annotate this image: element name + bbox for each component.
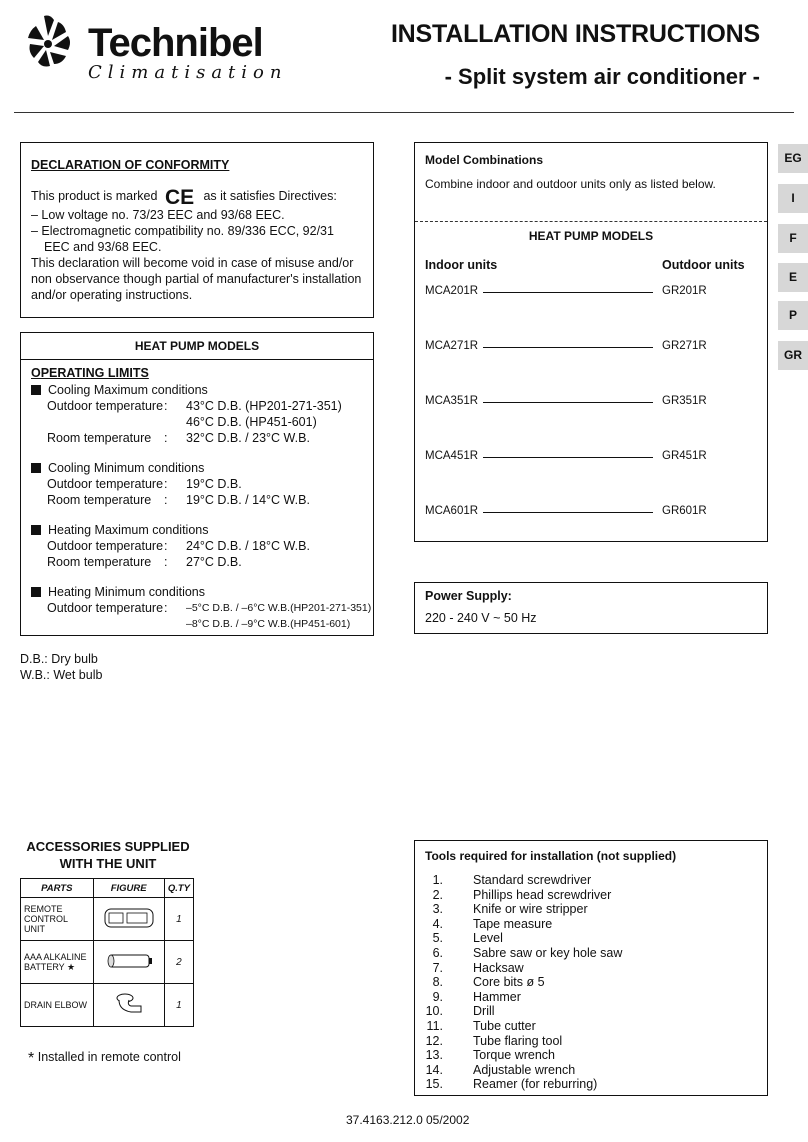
indoor-model: MCA601R — [425, 505, 479, 517]
drain-elbow-icon — [93, 984, 164, 1027]
item-number: 4. — [432, 916, 443, 931]
condition-group — [31, 584, 373, 632]
outdoor-model: GR351R — [662, 395, 707, 407]
brand-subline: Climatisation — [88, 62, 288, 83]
condition-label: Room temperature — [47, 555, 152, 569]
item-number: 5. — [432, 931, 443, 946]
remote-control-icon — [93, 898, 164, 941]
condition-group — [31, 522, 373, 570]
outdoor-units-label: Outdoor units — [662, 258, 745, 272]
battery-icon — [93, 941, 164, 984]
condition-group — [31, 460, 373, 508]
lang-tab-p[interactable]: P — [778, 301, 808, 330]
condition-label — [31, 616, 164, 632]
indoor-model: MCA351R — [425, 395, 479, 407]
models-description: Combine indoor and outdoor units only as listed below. — [425, 177, 716, 191]
dashed-divider — [415, 221, 767, 222]
bulb-legend — [20, 651, 102, 683]
list-item — [415, 931, 767, 946]
item-text: Sabre saw or key hole saw — [473, 945, 623, 960]
part-qty: 1 — [164, 984, 193, 1027]
condition-sep: : — [164, 555, 168, 569]
condition-value: 32°C D.B. / 23°C W.B. — [186, 431, 310, 445]
condition-value: –8°C D.B. / –9°C W.B.(HP451-601) — [186, 618, 351, 630]
item-text: Core bits ø 5 — [473, 975, 545, 990]
condition-value: 27°C D.B. — [186, 555, 242, 569]
connector-line — [483, 292, 653, 293]
list-item — [415, 888, 767, 903]
connector-line — [483, 457, 653, 458]
outdoor-model: GR201R — [662, 285, 707, 297]
condition-title: Heating Minimum conditions — [48, 585, 206, 599]
model-combinations-box — [414, 142, 768, 542]
item-text: Tube flaring tool — [473, 1033, 563, 1048]
item-text: Level — [473, 931, 503, 946]
condition-value: 46°C D.B. (HP451-601) — [186, 415, 317, 429]
item-text: Adjustable wrench — [473, 1062, 576, 1077]
limits-caption: HEAT PUMP MODELS — [21, 333, 373, 360]
item-text: Tube cutter — [473, 1018, 536, 1033]
indoor-model: MCA201R — [425, 285, 479, 297]
model-pair-row — [425, 340, 755, 354]
condition-value: 24°C D.B. / 18°C W.B. — [186, 539, 310, 553]
technibel-logo — [14, 14, 314, 84]
lang-tab-eg[interactable]: EG — [778, 144, 808, 173]
item-text: Drill — [473, 1004, 495, 1019]
item-number: 10. — [425, 1004, 443, 1019]
item-text: Hacksaw — [473, 960, 524, 975]
part-name: DRAIN ELBOW — [21, 984, 94, 1027]
condition-label: Outdoor temperature — [47, 601, 164, 615]
item-number: 15. — [425, 1077, 443, 1092]
condition-label — [31, 414, 164, 430]
outdoor-model: GR451R — [662, 450, 707, 462]
condition-label: Room temperature — [47, 431, 152, 445]
item-number: 2. — [432, 887, 443, 902]
page-subtitle: - Split system air conditioner - — [444, 64, 760, 89]
condition-value: 19°C D.B. — [186, 477, 242, 491]
table-row — [21, 941, 194, 984]
item-text: Standard screwdriver — [473, 873, 592, 887]
item-text: Reamer (for reburring) — [473, 1077, 598, 1092]
directive-item: – Low voltage no. 73/23 EEC and 93/68 EEC. — [31, 208, 285, 222]
item-text: Hammer — [473, 989, 521, 1004]
models-heading: Model Combinations — [425, 153, 543, 167]
marked-post: as it satisfies Directives: — [203, 189, 337, 203]
table-row — [21, 898, 194, 941]
connector-line — [483, 347, 653, 348]
condition-sep — [164, 616, 186, 632]
outdoor-model: GR601R — [662, 505, 707, 517]
item-text: Knife or wire stripper — [473, 902, 588, 917]
page-title: INSTALLATION INSTRUCTIONS — [390, 20, 760, 48]
item-number: 9. — [432, 989, 443, 1004]
connector-line — [483, 512, 653, 513]
declaration-box — [20, 142, 374, 318]
condition-sep — [164, 414, 186, 430]
item-number: 6. — [432, 945, 443, 960]
header-rule — [14, 112, 794, 113]
note-text: Installed in remote control — [37, 1050, 181, 1064]
part-name: AAA ALKALINE BATTERY ★ — [21, 941, 94, 984]
outdoor-model: GR271R — [662, 340, 707, 352]
list-item — [415, 1048, 767, 1063]
col-qty: Q.TY — [164, 879, 193, 898]
list-item — [415, 990, 767, 1005]
part-name: REMOTE CONTROL UNIT — [21, 898, 94, 941]
item-text: Tape measure — [473, 916, 553, 931]
tools-list — [415, 873, 767, 1092]
condition-sep: : — [164, 399, 168, 413]
document-code: 37.4163.212.0 — [346, 1113, 423, 1127]
condition-label: Outdoor temperature — [47, 477, 164, 491]
indoor-model: MCA271R — [425, 340, 479, 352]
list-item — [415, 975, 767, 990]
directive-item: – Electromagnetic compatibility no. 89/336 ECC, 92/31 EEC and 93/68 EEC. — [31, 224, 334, 254]
declaration-heading: DECLARATION OF CONFORMITY — [31, 158, 230, 172]
power-supply-box — [414, 582, 768, 634]
list-item — [415, 873, 767, 888]
condition-sep: : — [164, 431, 168, 445]
col-figure: FIGURE — [93, 879, 164, 898]
asterisk-mark: * — [28, 1050, 35, 1067]
list-item — [415, 1004, 767, 1019]
indoor-units-label: Indoor units — [425, 258, 498, 272]
condition-sep: : — [164, 493, 168, 507]
models-caption: HEAT PUMP MODELS — [528, 229, 654, 243]
square-bullet-icon — [31, 463, 41, 473]
condition-sep: : — [164, 539, 168, 553]
list-item — [415, 946, 767, 961]
model-pair-row — [425, 450, 755, 464]
accessories-note — [28, 1050, 181, 1068]
item-number: 8. — [432, 975, 443, 990]
item-number: 13. — [425, 1048, 443, 1063]
lang-tab-i[interactable]: I — [778, 184, 808, 213]
list-item — [415, 961, 767, 976]
square-bullet-icon — [31, 385, 41, 395]
model-pair-row — [425, 395, 755, 409]
lang-tab-f[interactable]: F — [778, 224, 808, 253]
lang-tab-gr[interactable]: GR — [778, 341, 808, 370]
item-number: 12. — [425, 1033, 443, 1048]
model-pair-row — [425, 505, 755, 519]
condition-group — [31, 382, 373, 446]
item-text: Torque wrench — [473, 1048, 555, 1063]
legend-wet-bulb: W.B.: Wet bulb — [20, 668, 103, 682]
connector-line — [483, 402, 653, 403]
list-item — [415, 1077, 767, 1092]
col-parts: PARTS — [21, 879, 94, 898]
condition-label: Outdoor temperature — [47, 539, 164, 553]
limits-heading: OPERATING LIMITS — [31, 366, 149, 380]
list-item — [415, 1019, 767, 1034]
marked-pre: This product is marked — [31, 189, 158, 203]
brand-wordmark: Technibel — [88, 21, 263, 65]
list-item — [415, 902, 767, 917]
square-bullet-icon — [31, 525, 41, 535]
document-date: 05/2002 — [426, 1113, 470, 1127]
condition-value: 19°C D.B. / 14°C W.B. — [186, 493, 310, 507]
condition-value: –5°C D.B. / –6°C W.B.(HP201-271-351) — [186, 602, 372, 614]
declaration-marked — [31, 185, 363, 207]
accessories-title: ACCESSORIES SUPPLIED WITH THE UNIT — [26, 839, 190, 871]
part-qty: 1 — [164, 898, 193, 941]
table-row — [21, 984, 194, 1027]
part-qty: 2 — [164, 941, 193, 984]
condition-sep: : — [164, 477, 168, 491]
condition-label: Room temperature — [47, 493, 152, 507]
declaration-note: This declaration will become void in case of misuse and/or non observance though partial of manufacturer's installation and/or operating instructions. — [31, 256, 362, 302]
item-number: 11. — [426, 1018, 443, 1033]
list-item — [415, 1063, 767, 1078]
condition-title: Heating Maximum conditions — [48, 523, 209, 537]
svg-text:CE: CE — [165, 186, 195, 206]
accessories-table — [20, 878, 196, 1041]
ce-mark-icon — [165, 186, 195, 206]
lang-tab-e[interactable]: E — [778, 263, 808, 292]
item-number: 1. — [432, 873, 443, 887]
operating-limits-box — [20, 332, 374, 636]
condition-sep: : — [164, 601, 168, 615]
condition-label: Outdoor temperature — [47, 399, 164, 413]
item-number: 14. — [425, 1062, 443, 1077]
model-pair-row — [425, 285, 755, 299]
item-text: Phillips head screwdriver — [473, 887, 612, 902]
list-item — [415, 917, 767, 932]
legend-dry-bulb: D.B.: Dry bulb — [20, 652, 98, 666]
condition-title: Cooling Minimum conditions — [48, 461, 205, 475]
indoor-model: MCA451R — [425, 450, 479, 462]
power-value: 220 - 240 V ~ 50 Hz — [425, 611, 537, 625]
condition-title: Cooling Maximum conditions — [48, 383, 208, 397]
item-number: 7. — [432, 960, 443, 975]
power-heading: Power Supply: — [425, 589, 512, 603]
condition-value: 43°C D.B. (HP201-271-351) — [186, 399, 342, 413]
tools-box — [414, 840, 768, 1096]
square-bullet-icon — [31, 587, 41, 597]
item-number: 3. — [432, 902, 443, 917]
tools-heading: Tools required for installation (not supplied) — [425, 849, 677, 863]
list-item — [415, 1034, 767, 1049]
